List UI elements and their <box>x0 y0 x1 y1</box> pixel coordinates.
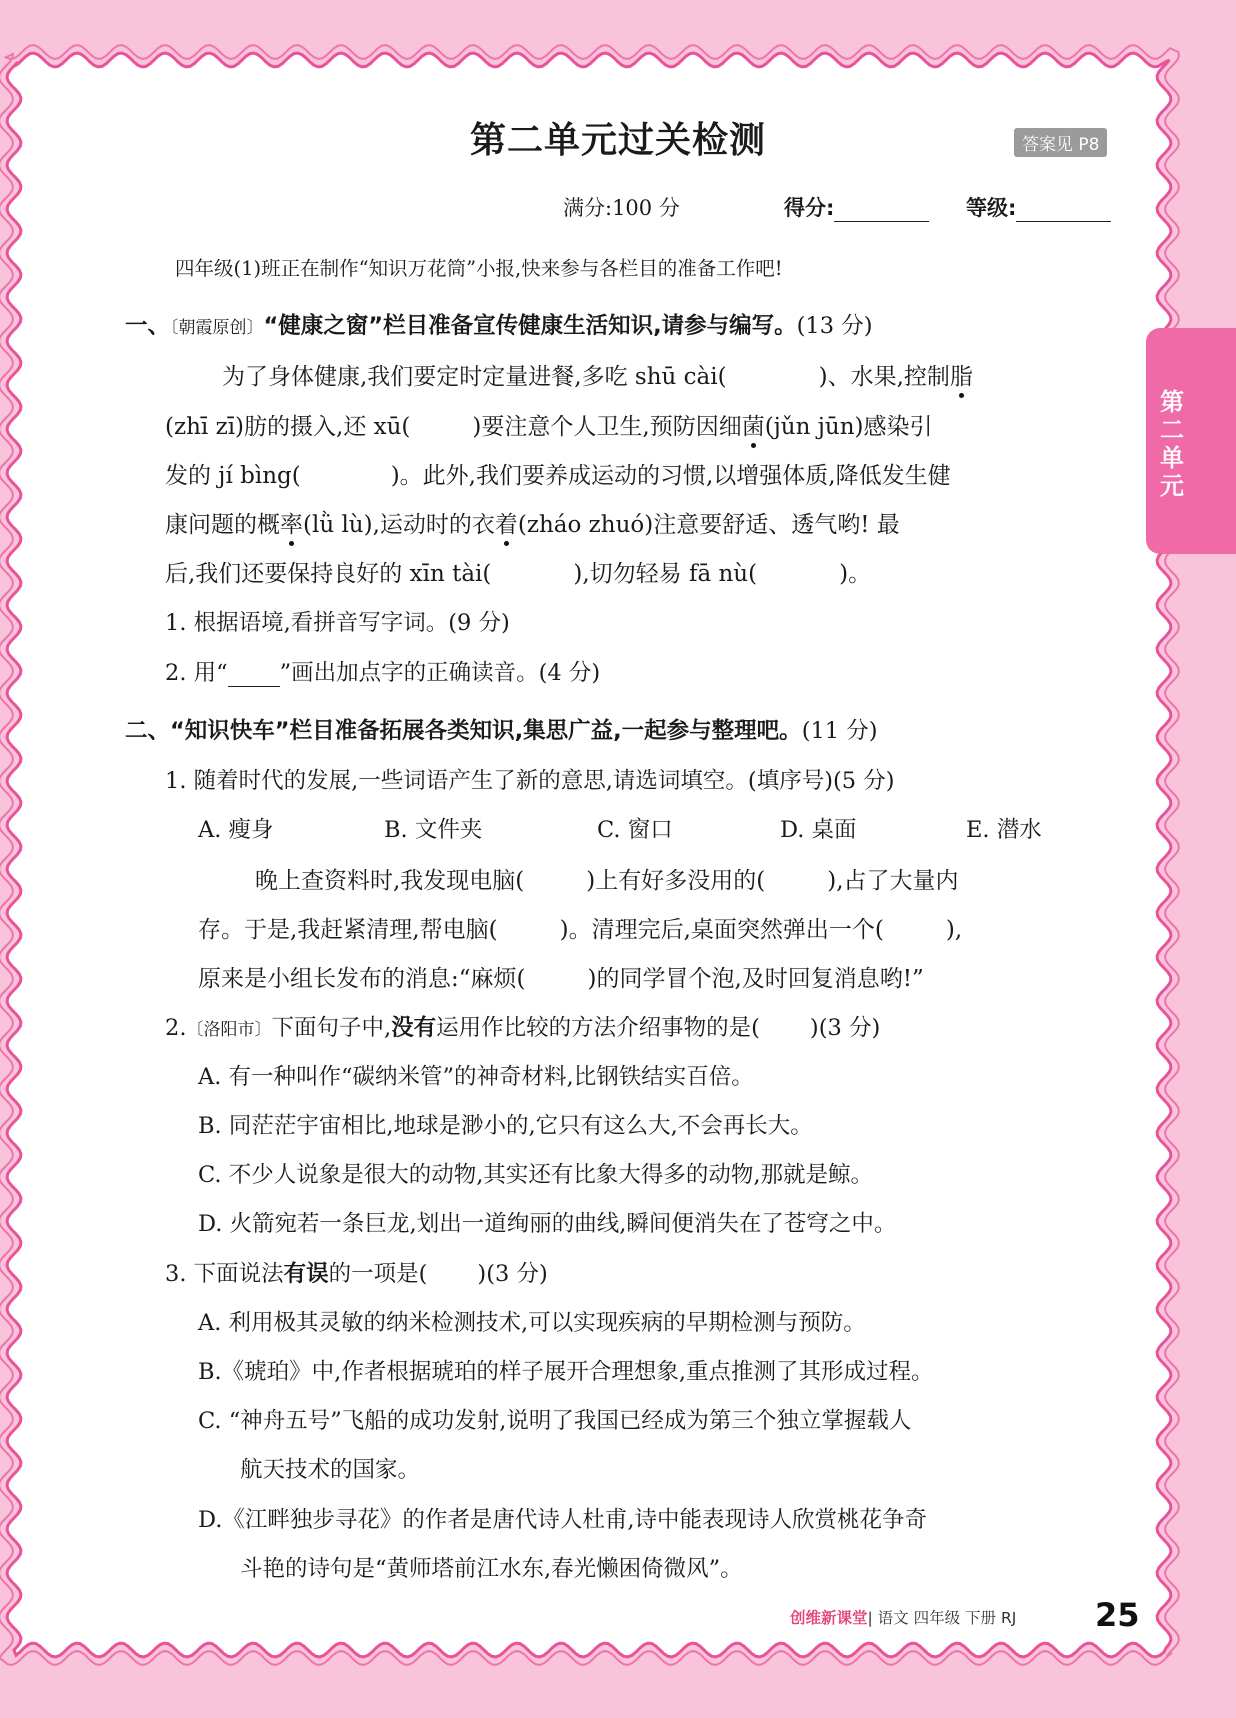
section1-source-tag: 〔朝霞原创〕 <box>170 318 264 338</box>
section1-question-2: 2. 用“ ”画出加点字的正确读音。(4 分) <box>165 660 601 686</box>
section2-question-3-stem: 3. 下面说法有误的一项是( )(3 分) <box>165 1261 548 1287</box>
q3-option-b: B.《琥珀》中,作者根据琥珀的样子展开合理想象,重点推测了其形成过程。 <box>198 1359 934 1385</box>
section2-number: 二、 <box>125 718 171 744</box>
option-b: B. 文件夹 <box>384 817 483 843</box>
dotted-char-lv: 率 <box>280 506 303 539</box>
book-info: | 语文 四年级 下册 RJ <box>867 1609 1017 1627</box>
source-tag-luoyang: 〔洛阳市〕 <box>186 1020 272 1040</box>
dotted-char-zhuo: 着 <box>495 506 518 539</box>
section1-points: (13 分) <box>796 313 873 339</box>
section2-heading <box>125 713 878 745</box>
passage-line-2: (zhī zī)肪的摄入,还 xū( )要注意个人卫生,预防因细菌(jǔn jūn)感染引 <box>165 408 932 441</box>
fill-line-3: 原来是小组长发布的消息:“麻烦( )的同学冒个泡,及时回复消息哟!” <box>198 966 924 992</box>
q3-option-c-line2: 航天技术的国家。 <box>240 1457 421 1483</box>
option-a: A. 瘦身 <box>198 817 274 843</box>
grade-field <box>966 192 1111 222</box>
page-title: 第二单元过关检测 <box>469 120 766 161</box>
q2-option-c: C. 不少人说象是很大的动物,其实还有比象大得多的动物,那就是鲸。 <box>198 1162 874 1188</box>
grade-blank[interactable] <box>1016 201 1111 222</box>
fill-line-2: 存。于是,我赶紧清理,帮电脑( )。清理完后,桌面突然弹出一个( ), <box>198 917 963 943</box>
q2-option-a: A. 有一种叫作“碳纳米管”的神奇材料,比钢铁结实百倍。 <box>198 1064 754 1090</box>
option-c: C. 窗口 <box>597 817 673 843</box>
score-label: 得分: <box>784 196 835 220</box>
intro-text: 四年级(1)班正在制作“知识万花筒”小报,快来参与各栏目的准备工作吧! <box>175 257 783 280</box>
section2-title: “知识快车”栏目准备拓展各类知识,集思广益,一起参与整理吧。 <box>170 718 802 744</box>
section1-question-1: 1. 根据语境,看拼音写字词。(9 分) <box>165 610 510 636</box>
passage-line-4: 康问题的概率(lǜ lù),运动时的衣着(zháo zhuó)注意要舒适、透气哟! 最 <box>165 506 900 539</box>
full-score: 满分:100 分 <box>563 196 680 220</box>
passage-line-3: 发的 jí bìng( )。此外,我们要养成运动的习惯,以增强体质,降低发生健 <box>165 463 951 489</box>
fill-line-1: 晚上查资料时,我发现电脑( )上有好多没用的( ),占了大量内 <box>255 868 959 894</box>
section2-question-2-stem: 2.〔洛阳市〕下面句子中,没有运用作比较的方法介绍事物的是( )(3 分) <box>165 1015 881 1041</box>
section1-number: 一、 <box>125 313 171 339</box>
option-d: D. 桌面 <box>780 817 857 843</box>
passage-line-5: 后,我们还要保持良好的 xīn tài( ),切勿轻易 fā nù( )。 <box>165 561 872 587</box>
q3-option-d-line2: 斗艳的诗句是“黄师塔前江水东,春光懒困倚微风”。 <box>240 1556 743 1582</box>
q3-option-a: A. 利用极其灵敏的纳米检测技术,可以实现疾病的早期检测与预防。 <box>198 1310 866 1336</box>
unit-side-tab-label: 第二单元 <box>1160 388 1184 500</box>
answer-reference-badge: 答案见 P8 <box>1014 128 1107 157</box>
dotted-char-jun: 菌 <box>742 408 765 441</box>
grade-label: 等级: <box>966 196 1017 220</box>
section1-title: “健康之窗”栏目准备宣传健康生活知识,请参与编写。 <box>263 313 797 339</box>
option-e: E. 潜水 <box>966 817 1042 843</box>
passage-line-1: 为了身体健康,我们要定时定量进餐,多吃 shū cài( )、水果,控制脂 <box>222 358 973 391</box>
section2-points: (11 分) <box>801 718 878 744</box>
brand-name: 创维新课堂 <box>790 1609 868 1627</box>
section2-question-1-stem: 1. 随着时代的发展,一些词语产生了新的意思,请选词填空。(填序号)(5 分) <box>165 768 895 794</box>
dotted-char-zhi: 脂 <box>950 358 973 391</box>
section1-heading <box>125 308 872 340</box>
footer-info <box>790 1606 1016 1628</box>
underline-sample <box>228 666 280 687</box>
q3-option-d-line1: D.《江畔独步寻花》的作者是唐代诗人杜甫,诗中能表现诗人欣赏桃花争奇 <box>198 1507 928 1533</box>
q3-option-c-line1: C. “神舟五号”飞船的成功发射,说明了我国已经成为第三个独立掌握载人 <box>198 1408 912 1434</box>
q2-option-d: D. 火箭宛若一条巨龙,划出一道绚丽的曲线,瞬间便消失在了苍穹之中。 <box>198 1211 897 1237</box>
score-blank[interactable] <box>834 201 929 222</box>
q2-option-b: B. 同茫茫宇宙相比,地球是渺小的,它只有这么大,不会再长大。 <box>198 1113 813 1139</box>
score-field <box>784 192 929 222</box>
page-number: 25 <box>1095 1596 1140 1634</box>
